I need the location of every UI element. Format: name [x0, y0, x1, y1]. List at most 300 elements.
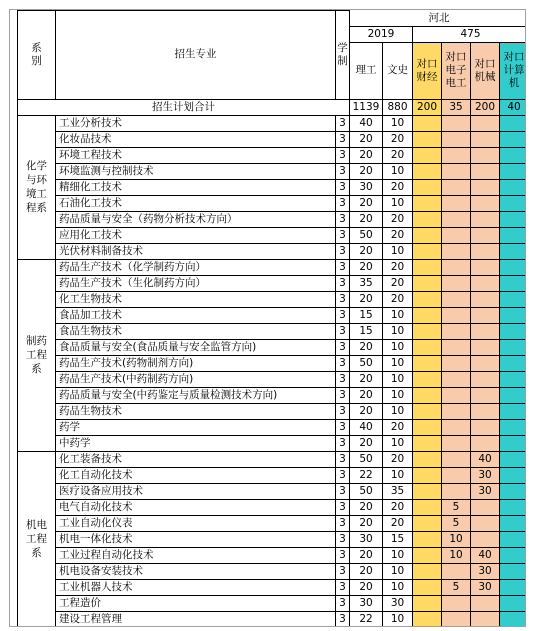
electronics-cell — [442, 307, 471, 323]
arts-cell: 20 — [383, 211, 413, 227]
electronics-cell — [442, 483, 471, 499]
summary-machinery: 200 — [471, 99, 500, 115]
finance-cell — [413, 163, 442, 179]
summary-row — [18, 99, 527, 115]
department-name: 机电 工程 系 — [18, 451, 56, 627]
electronics-cell: 5 — [442, 499, 471, 515]
duration-cell: 3 — [336, 387, 350, 403]
machinery-cell: 40 — [471, 547, 500, 563]
machinery-cell — [471, 259, 500, 275]
electronics-cell — [442, 243, 471, 259]
machinery-cell — [471, 227, 500, 243]
machinery-cell: 40 — [471, 451, 500, 467]
electronics-cell — [442, 403, 471, 419]
electronics-cell — [442, 275, 471, 291]
table-row — [18, 227, 527, 243]
science-cell: 20 — [350, 211, 383, 227]
major-name: 环境监测与控制技术 — [56, 163, 336, 179]
computer-cell — [500, 467, 527, 483]
table-row — [18, 563, 527, 579]
finance-cell — [413, 355, 442, 371]
electronics-cell: 10 — [442, 547, 471, 563]
table-row — [18, 595, 527, 611]
finance-cell — [413, 579, 442, 595]
major-name: 化工装备技术 — [56, 451, 336, 467]
electronics-cell — [442, 291, 471, 307]
major-name: 药品生产技术（生化制药方向） — [56, 275, 336, 291]
major-name: 食品质量与安全(食品质量与安全监管方向) — [56, 339, 336, 355]
department-name: 制药 工程 系 — [18, 259, 56, 451]
electronics-cell — [442, 339, 471, 355]
computer-cell — [500, 211, 527, 227]
electronics-cell — [442, 147, 471, 163]
machinery-cell — [471, 611, 500, 627]
table-row — [18, 483, 527, 499]
table-row — [18, 115, 527, 131]
electronics-cell — [442, 179, 471, 195]
arts-cell: 20 — [383, 499, 413, 515]
summary-computer: 40 — [500, 99, 527, 115]
arts-cell: 30 — [383, 595, 413, 611]
duration-cell: 3 — [336, 579, 350, 595]
header-science: 理工 — [350, 42, 383, 99]
computer-cell — [500, 275, 527, 291]
arts-cell: 10 — [383, 579, 413, 595]
arts-cell: 20 — [383, 419, 413, 435]
table-row — [18, 419, 527, 435]
finance-cell — [413, 595, 442, 611]
science-cell: 20 — [350, 339, 383, 355]
machinery-cell: 30 — [471, 563, 500, 579]
machinery-cell — [471, 147, 500, 163]
table-row — [18, 339, 527, 355]
machinery-cell — [471, 115, 500, 131]
computer-cell — [500, 403, 527, 419]
table-row — [18, 355, 527, 371]
science-cell: 20 — [350, 195, 383, 211]
electronics-cell — [442, 195, 471, 211]
arts-cell: 20 — [383, 275, 413, 291]
computer-cell — [500, 115, 527, 131]
science-cell: 22 — [350, 467, 383, 483]
science-cell: 20 — [350, 163, 383, 179]
computer-cell — [500, 595, 527, 611]
electronics-cell — [442, 259, 471, 275]
computer-cell — [500, 243, 527, 259]
electronics-cell: 5 — [442, 579, 471, 595]
duration-cell: 3 — [336, 595, 350, 611]
computer-cell — [500, 547, 527, 563]
finance-cell — [413, 435, 442, 451]
science-cell: 50 — [350, 451, 383, 467]
major-name: 药品生物技术 — [56, 403, 336, 419]
science-cell: 22 — [350, 611, 383, 627]
table-row — [18, 611, 527, 627]
summary-science: 1139 — [350, 99, 383, 115]
computer-cell — [500, 531, 527, 547]
major-name: 药学 — [56, 419, 336, 435]
arts-cell: 10 — [383, 323, 413, 339]
computer-cell — [500, 147, 527, 163]
electronics-cell — [442, 387, 471, 403]
major-name: 机电一体化技术 — [56, 531, 336, 547]
arts-cell: 10 — [383, 403, 413, 419]
major-name: 工业自动化仪表 — [56, 515, 336, 531]
table-row — [18, 211, 527, 227]
major-name: 工业机器人技术 — [56, 579, 336, 595]
duration-cell: 3 — [336, 563, 350, 579]
electronics-cell — [442, 467, 471, 483]
machinery-cell — [471, 355, 500, 371]
header-special-total: 475 — [413, 26, 527, 42]
finance-cell — [413, 339, 442, 355]
computer-cell — [500, 579, 527, 595]
table-row — [18, 259, 527, 275]
duration-cell: 3 — [336, 483, 350, 499]
arts-cell: 10 — [383, 163, 413, 179]
science-cell: 20 — [350, 403, 383, 419]
machinery-cell — [471, 387, 500, 403]
duration-cell: 3 — [336, 499, 350, 515]
duration-cell: 3 — [336, 323, 350, 339]
duration-cell: 3 — [336, 243, 350, 259]
computer-cell — [500, 323, 527, 339]
duration-cell: 3 — [336, 467, 350, 483]
major-name: 电气自动化技术 — [56, 499, 336, 515]
duration-cell: 3 — [336, 355, 350, 371]
finance-cell — [413, 467, 442, 483]
science-cell: 20 — [350, 547, 383, 563]
arts-cell: 10 — [383, 467, 413, 483]
electronics-cell — [442, 371, 471, 387]
arts-cell: 10 — [383, 115, 413, 131]
table-row — [18, 579, 527, 595]
machinery-cell — [471, 419, 500, 435]
major-name: 石油化工技术 — [56, 195, 336, 211]
header-computer: 对口 计算 机 — [500, 42, 527, 99]
finance-cell — [413, 131, 442, 147]
major-name: 建设工程管理 — [56, 611, 336, 627]
electronics-cell — [442, 451, 471, 467]
major-name: 工业分析技术 — [56, 115, 336, 131]
arts-cell: 20 — [383, 515, 413, 531]
duration-cell: 3 — [336, 339, 350, 355]
duration-cell: 3 — [336, 531, 350, 547]
major-name: 药品生产技术（化学制药方向） — [56, 259, 336, 275]
machinery-cell: 30 — [471, 467, 500, 483]
table-row — [18, 547, 527, 563]
machinery-cell — [471, 291, 500, 307]
duration-cell: 3 — [336, 451, 350, 467]
major-name: 医疗设备应用技术 — [56, 483, 336, 499]
machinery-cell — [471, 195, 500, 211]
computer-cell — [500, 163, 527, 179]
science-cell: 20 — [350, 243, 383, 259]
arts-cell: 10 — [383, 371, 413, 387]
header-finance: 对口 财经 — [413, 42, 442, 99]
science-cell: 30 — [350, 595, 383, 611]
arts-cell: 10 — [383, 435, 413, 451]
science-cell: 35 — [350, 275, 383, 291]
finance-cell — [413, 547, 442, 563]
electronics-cell — [442, 435, 471, 451]
header-machinery: 对口 机械 — [471, 42, 500, 99]
table-row — [18, 499, 527, 515]
finance-cell — [413, 291, 442, 307]
computer-cell — [500, 131, 527, 147]
finance-cell — [413, 323, 442, 339]
table-row — [18, 195, 527, 211]
science-cell: 50 — [350, 227, 383, 243]
machinery-cell — [471, 435, 500, 451]
header-duration: 学 制 — [336, 11, 350, 100]
arts-cell: 20 — [383, 131, 413, 147]
duration-cell: 3 — [336, 131, 350, 147]
finance-cell — [413, 451, 442, 467]
arts-cell: 10 — [383, 195, 413, 211]
computer-cell — [500, 371, 527, 387]
machinery-cell: 30 — [471, 483, 500, 499]
computer-cell — [500, 451, 527, 467]
major-name: 药品质量与安全(中药鉴定与质量检测技术方向) — [56, 387, 336, 403]
finance-cell — [413, 179, 442, 195]
electronics-cell — [442, 355, 471, 371]
electronics-cell: 5 — [442, 515, 471, 531]
duration-cell: 3 — [336, 371, 350, 387]
arts-cell: 15 — [383, 531, 413, 547]
computer-cell — [500, 563, 527, 579]
duration-cell: 3 — [336, 115, 350, 131]
major-name: 药品生产技术(中药制药方向) — [56, 371, 336, 387]
machinery-cell — [471, 179, 500, 195]
computer-cell — [500, 291, 527, 307]
arts-cell: 10 — [383, 387, 413, 403]
finance-cell — [413, 195, 442, 211]
table-row — [18, 243, 527, 259]
duration-cell: 3 — [336, 435, 350, 451]
finance-cell — [413, 371, 442, 387]
finance-cell — [413, 483, 442, 499]
science-cell: 20 — [350, 435, 383, 451]
science-cell: 20 — [350, 371, 383, 387]
machinery-cell — [471, 403, 500, 419]
arts-cell: 10 — [383, 547, 413, 563]
table-row — [18, 291, 527, 307]
science-cell: 20 — [350, 259, 383, 275]
arts-cell: 10 — [383, 307, 413, 323]
summary-electronics: 35 — [442, 99, 471, 115]
arts-cell: 10 — [383, 339, 413, 355]
duration-cell: 3 — [336, 147, 350, 163]
arts-cell: 20 — [383, 451, 413, 467]
table-row — [18, 147, 527, 163]
electronics-cell: 10 — [442, 531, 471, 547]
machinery-cell — [471, 531, 500, 547]
machinery-cell — [471, 323, 500, 339]
header-arts: 文史 — [383, 42, 413, 99]
electronics-cell — [442, 563, 471, 579]
electronics-cell — [442, 211, 471, 227]
electronics-cell — [442, 611, 471, 627]
computer-cell — [500, 307, 527, 323]
header-department: 系 别 — [18, 11, 56, 100]
major-name: 工程造价 — [56, 595, 336, 611]
electronics-cell — [442, 595, 471, 611]
duration-cell: 3 — [336, 403, 350, 419]
machinery-cell — [471, 211, 500, 227]
arts-cell: 20 — [383, 179, 413, 195]
finance-cell — [413, 243, 442, 259]
computer-cell — [500, 339, 527, 355]
computer-cell — [500, 435, 527, 451]
science-cell: 20 — [350, 499, 383, 515]
table-row — [18, 531, 527, 547]
duration-cell: 3 — [336, 611, 350, 627]
table-row — [18, 467, 527, 483]
duration-cell: 3 — [336, 291, 350, 307]
computer-cell — [500, 419, 527, 435]
finance-cell — [413, 515, 442, 531]
machinery-cell — [471, 275, 500, 291]
finance-cell — [413, 307, 442, 323]
major-name: 应用化工技术 — [56, 227, 336, 243]
header-year: 2019 — [350, 26, 413, 42]
science-cell: 40 — [350, 419, 383, 435]
duration-cell: 3 — [336, 515, 350, 531]
science-cell: 20 — [350, 563, 383, 579]
finance-cell — [413, 387, 442, 403]
duration-cell: 3 — [336, 259, 350, 275]
computer-cell — [500, 515, 527, 531]
table-row — [18, 403, 527, 419]
table-row — [18, 435, 527, 451]
header-province: 河北 — [350, 11, 527, 27]
duration-cell: 3 — [336, 547, 350, 563]
science-cell: 50 — [350, 355, 383, 371]
duration-cell: 3 — [336, 307, 350, 323]
science-cell: 20 — [350, 387, 383, 403]
computer-cell — [500, 227, 527, 243]
major-name: 中药学 — [56, 435, 336, 451]
finance-cell — [413, 275, 442, 291]
table-row — [18, 515, 527, 531]
arts-cell: 10 — [383, 243, 413, 259]
arts-cell: 10 — [383, 611, 413, 627]
header-major: 招生专业 — [56, 11, 336, 100]
duration-cell: 3 — [336, 275, 350, 291]
major-name: 环境工程技术 — [56, 147, 336, 163]
summary-finance: 200 — [413, 99, 442, 115]
computer-cell — [500, 387, 527, 403]
electronics-cell — [442, 323, 471, 339]
document-frame — [9, 9, 526, 627]
finance-cell — [413, 227, 442, 243]
table-row — [18, 371, 527, 387]
electronics-cell — [442, 227, 471, 243]
duration-cell: 3 — [336, 419, 350, 435]
arts-cell: 10 — [383, 355, 413, 371]
major-name: 机电设备安装技术 — [56, 563, 336, 579]
table-row — [18, 387, 527, 403]
finance-cell — [413, 563, 442, 579]
major-name: 药品质量与安全（药物分析技术方向） — [56, 211, 336, 227]
major-name: 食品生物技术 — [56, 323, 336, 339]
machinery-cell: 30 — [471, 579, 500, 595]
finance-cell — [413, 611, 442, 627]
summary-label: 招生计划合计 — [18, 99, 350, 115]
computer-cell — [500, 355, 527, 371]
finance-cell — [413, 115, 442, 131]
enrollment-plan-table — [17, 10, 526, 627]
science-cell: 50 — [350, 483, 383, 499]
table-row — [18, 275, 527, 291]
science-cell: 30 — [350, 531, 383, 547]
major-name: 工业过程自动化技术 — [56, 547, 336, 563]
computer-cell — [500, 499, 527, 515]
computer-cell — [500, 195, 527, 211]
machinery-cell — [471, 307, 500, 323]
science-cell: 15 — [350, 307, 383, 323]
finance-cell — [413, 403, 442, 419]
major-name: 药品生产技术(药物制剂方向) — [56, 355, 336, 371]
science-cell: 15 — [350, 323, 383, 339]
science-cell: 20 — [350, 515, 383, 531]
department-name: 化学 与环 境工 程系 — [18, 115, 56, 259]
science-cell: 20 — [350, 579, 383, 595]
major-name: 食品加工技术 — [56, 307, 336, 323]
duration-cell: 3 — [336, 211, 350, 227]
table-row — [18, 163, 527, 179]
electronics-cell — [442, 131, 471, 147]
computer-cell — [500, 179, 527, 195]
computer-cell — [500, 483, 527, 499]
arts-cell: 20 — [383, 227, 413, 243]
table-row — [18, 131, 527, 147]
machinery-cell — [471, 371, 500, 387]
finance-cell — [413, 147, 442, 163]
duration-cell: 3 — [336, 195, 350, 211]
arts-cell: 35 — [383, 483, 413, 499]
arts-cell: 20 — [383, 259, 413, 275]
machinery-cell — [471, 499, 500, 515]
computer-cell — [500, 259, 527, 275]
machinery-cell — [471, 339, 500, 355]
finance-cell — [413, 419, 442, 435]
electronics-cell — [442, 419, 471, 435]
duration-cell: 3 — [336, 163, 350, 179]
finance-cell — [413, 531, 442, 547]
finance-cell — [413, 499, 442, 515]
major-name: 光伏材料制备技术 — [56, 243, 336, 259]
electronics-cell — [442, 115, 471, 131]
science-cell: 40 — [350, 115, 383, 131]
major-name: 精细化工技术 — [56, 179, 336, 195]
table-row — [18, 307, 527, 323]
summary-arts: 880 — [383, 99, 413, 115]
duration-cell: 3 — [336, 227, 350, 243]
major-name: 化工生物技术 — [56, 291, 336, 307]
major-name: 化妆品技术 — [56, 131, 336, 147]
machinery-cell — [471, 163, 500, 179]
finance-cell — [413, 259, 442, 275]
arts-cell: 20 — [383, 291, 413, 307]
arts-cell: 10 — [383, 563, 413, 579]
table-row — [18, 179, 527, 195]
major-name: 化工自动化技术 — [56, 467, 336, 483]
machinery-cell — [471, 131, 500, 147]
machinery-cell — [471, 243, 500, 259]
duration-cell: 3 — [336, 179, 350, 195]
